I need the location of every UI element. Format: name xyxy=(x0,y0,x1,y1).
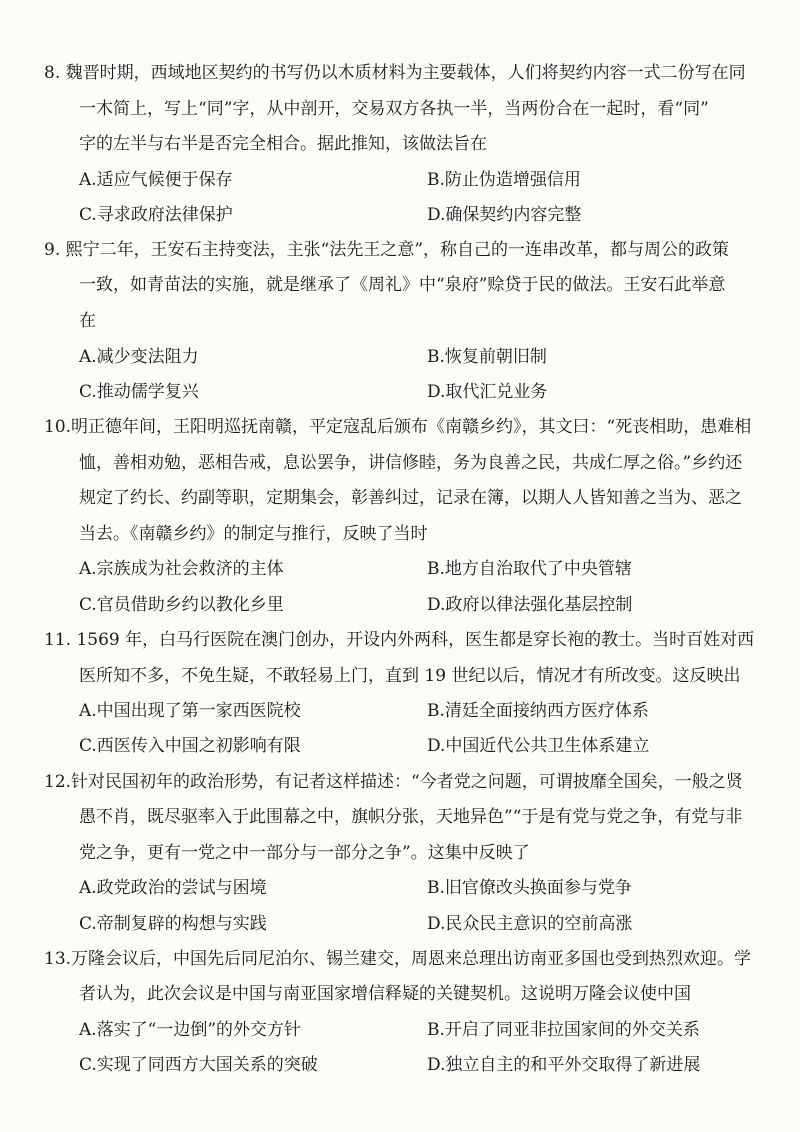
question-11-option-c: C.西医传入中国之初影响有限 xyxy=(79,736,301,756)
question-8-line-3: 字的左半与右半是否完全相合。据此推知，该做法旨在 xyxy=(79,134,487,154)
question-9-option-a: A.减少变法阻力 xyxy=(79,347,199,367)
question-10-option-b: B.地方自治取代了中央管辖 xyxy=(427,559,632,579)
question-12-line-3: 党之争，更有一党之中一部分与一部分之争”。这集中反映了 xyxy=(79,843,530,863)
question-13-option-a: A.落实了“一边倒”的外交方针 xyxy=(79,1020,302,1040)
question-10-option-c: C.官员借助乡约以教化乡里 xyxy=(79,595,284,615)
question-13-line-1: 13.万隆会议后，中国先后同尼泊尔、锡兰建交，周恩来总理出访南亚多国也受到热烈欢迎。学 xyxy=(44,949,752,969)
question-8-option-c: C.寻求政府法律保护 xyxy=(79,205,233,225)
question-11-option-a: A.中国出现了第一家西医院校 xyxy=(79,701,301,721)
question-10-option-d: D.政府以律法强化基层控制 xyxy=(427,595,633,615)
question-9-option-b: B.恢复前朝旧制 xyxy=(427,347,547,367)
question-12-option-d: D.民众民主意识的空前高涨 xyxy=(427,914,633,934)
question-11-option-b: B.清廷全面接纳西方医疗体系 xyxy=(427,701,649,721)
question-8-option-d: D.确保契约内容完整 xyxy=(427,205,582,225)
question-13-option-c: C.实现了同西方大国关系的突破 xyxy=(79,1055,318,1075)
question-11-option-d: D.中国近代公共卫生体系建立 xyxy=(427,736,650,756)
question-10-line-4: 当去。《南赣乡约》的制定与推行，反映了当时 xyxy=(79,524,428,544)
question-8-line-2: 一木简上，写上“同”字，从中剖开，交易双方各执一半，当两份合在一起时，看“同” xyxy=(79,99,709,119)
question-12-option-b: B.旧官僚改头换面参与党争 xyxy=(427,878,632,898)
question-8-line-1: 8. 魏晋时期，西域地区契约的书写仍以木质材料为主要载体，人们将契约内容一式二份写在同 xyxy=(44,63,746,83)
question-10-line-2: 恤，善相劝勉，恶相告戒，息讼罢争，讲信修睦，务为良善之民，共成仁厚之俗。”乡约还 xyxy=(79,453,743,473)
question-10-line-1: 10.明正德年间，王阳明巡抚南赣，平定寇乱后颁布《南赣乡约》，其文曰：“死丧相助，患难相 xyxy=(44,417,752,437)
question-11-line-1: 11. 1569 年，白马行医院在澳门创办，开设内外两科，医生都是穿长袍的教士。当时百姓对西 xyxy=(44,630,755,650)
question-12-option-c: C.帝制复辟的构想与实践 xyxy=(79,914,267,934)
question-13-line-2: 者认为，此次会议是中国与南亚国家增信释疑的关键契机。这说明万隆会议使中国 xyxy=(79,984,691,1004)
question-9-option-d: D.取代汇兑业务 xyxy=(427,382,548,402)
question-12-line-1: 12.针对民国初年的政治形势，有记者这样描述：“今者党之问题，可谓披靡全国矣，一般之贤 xyxy=(44,772,743,792)
question-12-line-2: 愚不肖，既尽驱率入于此围幕之中，旗帜分张，天地异色”“于是有党与党之争，有党与非 xyxy=(79,807,743,827)
question-11-line-2: 医所知不多，不免生疑，不敢轻易上门，直到 19 世纪以后，情况才有所改变。这反映出 xyxy=(79,666,741,686)
question-12-option-a: A.政党政治的尝试与困境 xyxy=(79,878,267,898)
question-13-option-b: B.开启了同亚非拉国家间的外交关系 xyxy=(427,1020,700,1040)
question-8-option-b: B.防止伪造增强信用 xyxy=(427,170,581,190)
question-9-line-3: 在 xyxy=(79,311,96,331)
question-10-line-3: 规定了约长、约副等职，定期集会，彰善纠过，记录在簿，以期人人皆知善之当为、恶之 xyxy=(79,488,742,508)
question-9-option-c: C.推动儒学复兴 xyxy=(79,382,199,402)
question-8-option-a: A.适应气候便于保存 xyxy=(79,170,233,190)
question-9-line-1: 9. 熙宁二年，王安石主持变法，主张“法先王之意”，称自己的一连串改革，都与周公的政策 xyxy=(44,240,730,260)
question-13-option-d: D.独立自主的和平外交取得了新进展 xyxy=(427,1055,701,1075)
question-10-option-a: A.宗族成为社会救济的主体 xyxy=(79,559,284,579)
question-9-line-2: 一致，如青苗法的实施，就是继承了《周礼》中“泉府”赊贷于民的做法。王安石此举意 xyxy=(79,275,726,295)
